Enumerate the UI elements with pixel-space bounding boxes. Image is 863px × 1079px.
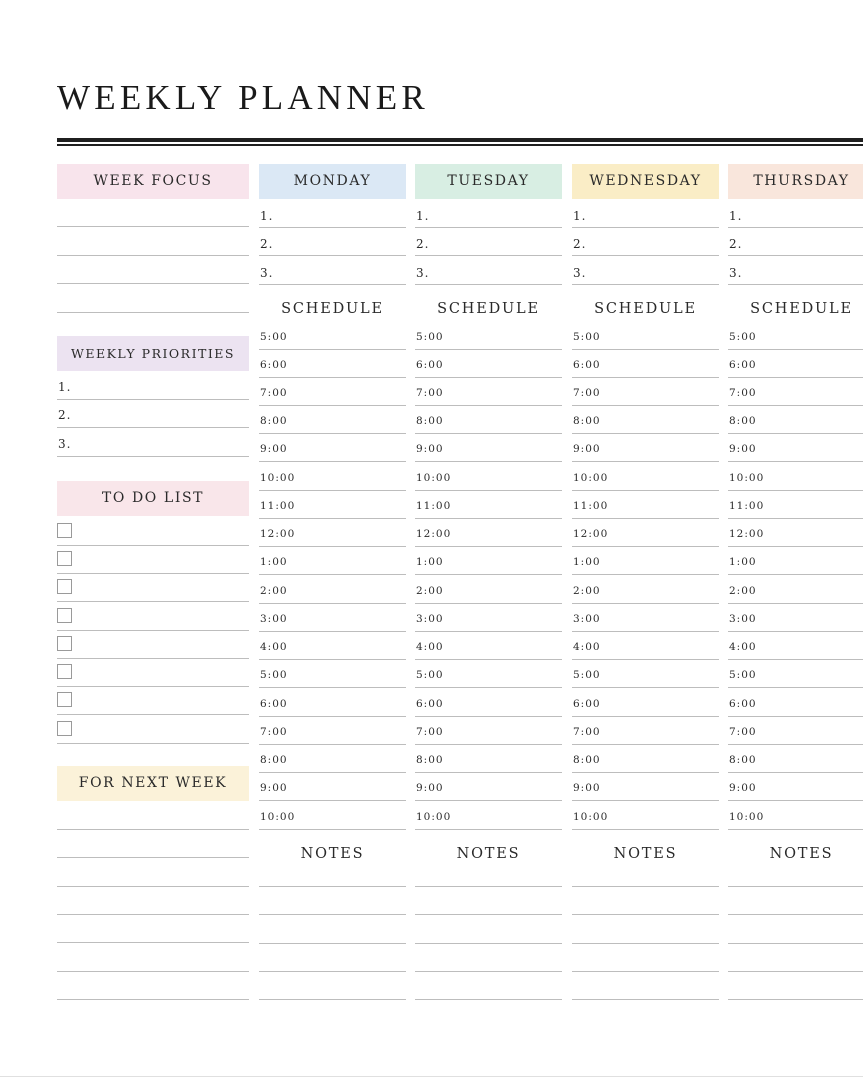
- schedule-time: 2:00: [416, 585, 444, 597]
- day-item-line[interactable]: [572, 284, 719, 285]
- todo-line[interactable]: [57, 630, 249, 631]
- schedule-slot-line[interactable]: [259, 518, 406, 519]
- schedule-heading: SCHEDULE: [437, 301, 540, 317]
- schedule-slot-line[interactable]: [259, 349, 406, 350]
- notes-line[interactable]: [728, 943, 863, 944]
- schedule-time: 6:00: [573, 359, 601, 371]
- notes-heading: NOTES: [769, 846, 834, 862]
- schedule-slot-line[interactable]: [415, 716, 562, 717]
- schedule-slot-line[interactable]: [572, 687, 719, 688]
- schedule-slot-line[interactable]: [728, 490, 863, 491]
- schedule-slot-line[interactable]: [415, 349, 562, 350]
- todo-line[interactable]: [57, 545, 249, 546]
- page-title: WEEKLY PLANNER: [57, 78, 429, 117]
- schedule-slot-line[interactable]: [259, 461, 406, 462]
- todo-line[interactable]: [57, 686, 249, 687]
- schedule-time: 1:00: [416, 556, 444, 568]
- schedule-time: 6:00: [416, 698, 444, 710]
- schedule-slot-line[interactable]: [415, 377, 562, 378]
- schedule-time: 9:00: [573, 443, 601, 455]
- day-item-line[interactable]: [259, 255, 406, 256]
- schedule-time: 8:00: [729, 415, 757, 427]
- schedule-slot-line[interactable]: [728, 433, 863, 434]
- day-item-number: 2.: [573, 237, 587, 251]
- todo-checkbox[interactable]: [57, 664, 72, 679]
- schedule-time: 4:00: [729, 641, 757, 653]
- schedule-time: 8:00: [260, 754, 288, 766]
- schedule-slot-line[interactable]: [415, 744, 562, 745]
- notes-heading: NOTES: [456, 846, 521, 862]
- notes-line[interactable]: [572, 999, 719, 1000]
- day-item-number: 3.: [573, 266, 587, 280]
- notes-line[interactable]: [259, 999, 406, 1000]
- schedule-heading: SCHEDULE: [750, 301, 853, 317]
- schedule-time: 1:00: [573, 556, 601, 568]
- schedule-time: 3:00: [573, 613, 601, 625]
- next-week-line[interactable]: [57, 829, 249, 830]
- schedule-slot-line[interactable]: [259, 377, 406, 378]
- schedule-time: 4:00: [260, 641, 288, 653]
- schedule-time: 5:00: [573, 331, 601, 343]
- schedule-time: 10:00: [416, 811, 452, 823]
- schedule-slot-line[interactable]: [728, 574, 863, 575]
- schedule-slot-line[interactable]: [415, 490, 562, 491]
- day-item-line[interactable]: [259, 227, 406, 228]
- schedule-slot-line[interactable]: [415, 603, 562, 604]
- schedule-time: 10:00: [416, 472, 452, 484]
- notes-line[interactable]: [415, 914, 562, 915]
- schedule-slot-line[interactable]: [572, 574, 719, 575]
- notes-line[interactable]: [728, 999, 863, 1000]
- schedule-slot-line[interactable]: [572, 349, 719, 350]
- schedule-slot-line[interactable]: [259, 716, 406, 717]
- todo-checkbox[interactable]: [57, 551, 72, 566]
- day-item-line[interactable]: [259, 284, 406, 285]
- schedule-time: 11:00: [260, 500, 296, 512]
- schedule-time: 10:00: [729, 472, 765, 484]
- notes-line[interactable]: [572, 943, 719, 944]
- schedule-time: 6:00: [729, 698, 757, 710]
- notes-line[interactable]: [259, 886, 406, 887]
- todo-checkbox[interactable]: [57, 636, 72, 651]
- schedule-slot-line[interactable]: [572, 377, 719, 378]
- schedule-slot-line[interactable]: [259, 433, 406, 434]
- schedule-slot-line[interactable]: [259, 405, 406, 406]
- schedule-slot-line[interactable]: [259, 574, 406, 575]
- schedule-time: 2:00: [573, 585, 601, 597]
- schedule-slot-line[interactable]: [259, 800, 406, 801]
- schedule-time: 6:00: [729, 359, 757, 371]
- schedule-slot-line[interactable]: [259, 772, 406, 773]
- schedule-time: 8:00: [573, 754, 601, 766]
- schedule-time: 9:00: [729, 782, 757, 794]
- day-item-number: 3.: [260, 266, 274, 280]
- priority-line[interactable]: [57, 399, 249, 400]
- to-do-list-label: TO DO LIST: [57, 481, 249, 516]
- day-item-line[interactable]: [728, 255, 863, 256]
- notes-line[interactable]: [415, 999, 562, 1000]
- schedule-time: 1:00: [729, 556, 757, 568]
- schedule-slot-line[interactable]: [259, 687, 406, 688]
- day-header-wednesday: WEDNESDAY: [572, 164, 719, 199]
- day-item-number: 1.: [260, 209, 274, 223]
- schedule-time: 6:00: [260, 698, 288, 710]
- notes-line[interactable]: [572, 914, 719, 915]
- schedule-slot-line[interactable]: [572, 518, 719, 519]
- day-item-number: 2.: [416, 237, 430, 251]
- next-week-line[interactable]: [57, 857, 249, 858]
- schedule-time: 5:00: [573, 669, 601, 681]
- day-item-line[interactable]: [415, 284, 562, 285]
- schedule-time: 8:00: [729, 754, 757, 766]
- notes-line[interactable]: [259, 914, 406, 915]
- schedule-slot-line[interactable]: [259, 603, 406, 604]
- schedule-time: 7:00: [573, 387, 601, 399]
- todo-line[interactable]: [57, 573, 249, 574]
- schedule-time: 2:00: [260, 585, 288, 597]
- schedule-time: 6:00: [416, 359, 444, 371]
- notes-line[interactable]: [259, 943, 406, 944]
- schedule-time: 8:00: [573, 415, 601, 427]
- schedule-slot-line[interactable]: [415, 829, 562, 830]
- schedule-slot-line[interactable]: [728, 829, 863, 830]
- schedule-time: 11:00: [416, 500, 452, 512]
- title-rule-thin: [57, 144, 863, 146]
- todo-checkbox[interactable]: [57, 608, 72, 623]
- day-item-number: 1.: [573, 209, 587, 223]
- schedule-time: 6:00: [573, 698, 601, 710]
- schedule-time: 11:00: [573, 500, 609, 512]
- schedule-time: 10:00: [573, 472, 609, 484]
- schedule-slot-line[interactable]: [415, 659, 562, 660]
- schedule-slot-line[interactable]: [259, 744, 406, 745]
- day-item-number: 2.: [729, 237, 743, 251]
- notes-line[interactable]: [728, 914, 863, 915]
- day-header-monday: MONDAY: [259, 164, 406, 199]
- schedule-time: 10:00: [260, 811, 296, 823]
- schedule-slot-line[interactable]: [572, 405, 719, 406]
- schedule-slot-line[interactable]: [572, 490, 719, 491]
- notes-heading: NOTES: [613, 846, 678, 862]
- todo-checkbox[interactable]: [57, 721, 72, 736]
- schedule-time: 7:00: [260, 387, 288, 399]
- priority-number: 2.: [58, 408, 72, 422]
- schedule-time: 12:00: [729, 528, 765, 540]
- week-focus-line[interactable]: [57, 255, 249, 256]
- schedule-time: 1:00: [260, 556, 288, 568]
- day-item-number: 1.: [416, 209, 430, 223]
- day-item-number: 3.: [416, 266, 430, 280]
- schedule-time: 6:00: [260, 359, 288, 371]
- schedule-time: 9:00: [260, 782, 288, 794]
- schedule-slot-line[interactable]: [572, 631, 719, 632]
- todo-line[interactable]: [57, 743, 249, 744]
- day-item-number: 2.: [260, 237, 274, 251]
- schedule-slot-line[interactable]: [259, 490, 406, 491]
- schedule-slot-line[interactable]: [728, 546, 863, 547]
- schedule-time: 10:00: [573, 811, 609, 823]
- for-next-week-label: FOR NEXT WEEK: [57, 766, 249, 801]
- notes-heading: NOTES: [300, 846, 365, 862]
- schedule-time: 8:00: [260, 415, 288, 427]
- schedule-slot-line[interactable]: [572, 716, 719, 717]
- priority-line[interactable]: [57, 427, 249, 428]
- next-week-line[interactable]: [57, 999, 249, 1000]
- schedule-time: 7:00: [260, 726, 288, 738]
- schedule-time: 12:00: [260, 528, 296, 540]
- schedule-time: 3:00: [260, 613, 288, 625]
- schedule-time: 5:00: [729, 331, 757, 343]
- schedule-slot-line[interactable]: [415, 631, 562, 632]
- schedule-time: 4:00: [416, 641, 444, 653]
- title-rule-thick: [57, 138, 863, 142]
- notes-line[interactable]: [728, 971, 863, 972]
- schedule-time: 9:00: [416, 782, 444, 794]
- schedule-time: 2:00: [729, 585, 757, 597]
- notes-line[interactable]: [572, 971, 719, 972]
- schedule-time: 9:00: [573, 782, 601, 794]
- schedule-time: 10:00: [729, 811, 765, 823]
- todo-line[interactable]: [57, 658, 249, 659]
- schedule-time: 3:00: [729, 613, 757, 625]
- schedule-slot-line[interactable]: [572, 800, 719, 801]
- day-item-number: 3.: [729, 266, 743, 280]
- schedule-slot-line[interactable]: [728, 687, 863, 688]
- schedule-slot-line[interactable]: [415, 687, 562, 688]
- day-header-thursday: THURSDAY: [728, 164, 863, 199]
- day-item-number: 1.: [729, 209, 743, 223]
- schedule-slot-line[interactable]: [259, 829, 406, 830]
- todo-checkbox[interactable]: [57, 579, 72, 594]
- schedule-time: 9:00: [260, 443, 288, 455]
- day-item-line[interactable]: [415, 227, 562, 228]
- schedule-slot-line[interactable]: [728, 631, 863, 632]
- schedule-time: 5:00: [260, 331, 288, 343]
- schedule-time: 5:00: [260, 669, 288, 681]
- schedule-time: 11:00: [729, 500, 765, 512]
- next-week-line[interactable]: [57, 942, 249, 943]
- schedule-slot-line[interactable]: [728, 377, 863, 378]
- todo-line[interactable]: [57, 601, 249, 602]
- schedule-slot-line[interactable]: [415, 574, 562, 575]
- schedule-time: 5:00: [729, 669, 757, 681]
- schedule-slot-line[interactable]: [728, 405, 863, 406]
- schedule-time: 7:00: [416, 387, 444, 399]
- schedule-time: 10:00: [260, 472, 296, 484]
- schedule-slot-line[interactable]: [728, 716, 863, 717]
- schedule-slot-line[interactable]: [259, 546, 406, 547]
- schedule-time: 12:00: [573, 528, 609, 540]
- schedule-slot-line[interactable]: [572, 744, 719, 745]
- schedule-slot-line[interactable]: [728, 800, 863, 801]
- schedule-time: 7:00: [573, 726, 601, 738]
- schedule-heading: SCHEDULE: [594, 301, 697, 317]
- schedule-slot-line[interactable]: [572, 461, 719, 462]
- todo-checkbox[interactable]: [57, 523, 72, 538]
- priority-number: 3.: [58, 437, 72, 451]
- schedule-slot-line[interactable]: [415, 433, 562, 434]
- schedule-slot-line[interactable]: [415, 405, 562, 406]
- notes-line[interactable]: [572, 886, 719, 887]
- schedule-slot-line[interactable]: [415, 461, 562, 462]
- schedule-time: 4:00: [573, 641, 601, 653]
- todo-line[interactable]: [57, 714, 249, 715]
- schedule-slot-line[interactable]: [415, 772, 562, 773]
- schedule-slot-line[interactable]: [259, 631, 406, 632]
- schedule-slot-line[interactable]: [728, 349, 863, 350]
- weekly-priorities-label: WEEKLY PRIORITIES: [57, 336, 249, 371]
- schedule-slot-line[interactable]: [572, 829, 719, 830]
- notes-line[interactable]: [259, 971, 406, 972]
- schedule-time: 3:00: [416, 613, 444, 625]
- notes-line[interactable]: [415, 971, 562, 972]
- week-focus-line[interactable]: [57, 226, 249, 227]
- next-week-line[interactable]: [57, 971, 249, 972]
- day-item-line[interactable]: [572, 255, 719, 256]
- schedule-slot-line[interactable]: [728, 461, 863, 462]
- priority-number: 1.: [58, 380, 72, 394]
- week-focus-line[interactable]: [57, 312, 249, 313]
- schedule-time: 9:00: [729, 443, 757, 455]
- schedule-time: 9:00: [416, 443, 444, 455]
- day-item-line[interactable]: [572, 227, 719, 228]
- schedule-time: 7:00: [416, 726, 444, 738]
- priority-line[interactable]: [57, 456, 249, 457]
- schedule-slot-line[interactable]: [572, 659, 719, 660]
- schedule-slot-line[interactable]: [572, 603, 719, 604]
- schedule-time: 8:00: [416, 754, 444, 766]
- week-focus-line[interactable]: [57, 283, 249, 284]
- page-bottom-border: [0, 1076, 863, 1077]
- week-focus-label: WEEK FOCUS: [57, 164, 249, 199]
- day-item-line[interactable]: [728, 227, 863, 228]
- schedule-time: 5:00: [416, 331, 444, 343]
- todo-checkbox[interactable]: [57, 692, 72, 707]
- schedule-slot-line[interactable]: [259, 659, 406, 660]
- schedule-slot-line[interactable]: [572, 546, 719, 547]
- notes-line[interactable]: [728, 886, 863, 887]
- schedule-slot-line[interactable]: [728, 518, 863, 519]
- schedule-heading: SCHEDULE: [281, 301, 384, 317]
- schedule-time: 8:00: [416, 415, 444, 427]
- schedule-slot-line[interactable]: [728, 603, 863, 604]
- next-week-line[interactable]: [57, 886, 249, 887]
- schedule-time: 7:00: [729, 726, 757, 738]
- day-item-line[interactable]: [728, 284, 863, 285]
- schedule-time: 12:00: [416, 528, 452, 540]
- schedule-slot-line[interactable]: [572, 772, 719, 773]
- day-header-tuesday: TUESDAY: [415, 164, 562, 199]
- schedule-slot-line[interactable]: [415, 546, 562, 547]
- schedule-slot-line[interactable]: [728, 659, 863, 660]
- notes-line[interactable]: [415, 943, 562, 944]
- day-item-line[interactable]: [415, 255, 562, 256]
- schedule-slot-line[interactable]: [728, 744, 863, 745]
- schedule-slot-line[interactable]: [415, 518, 562, 519]
- notes-line[interactable]: [415, 886, 562, 887]
- schedule-time: 7:00: [729, 387, 757, 399]
- schedule-slot-line[interactable]: [415, 800, 562, 801]
- schedule-slot-line[interactable]: [572, 433, 719, 434]
- schedule-time: 5:00: [416, 669, 444, 681]
- next-week-line[interactable]: [57, 914, 249, 915]
- schedule-slot-line[interactable]: [728, 772, 863, 773]
